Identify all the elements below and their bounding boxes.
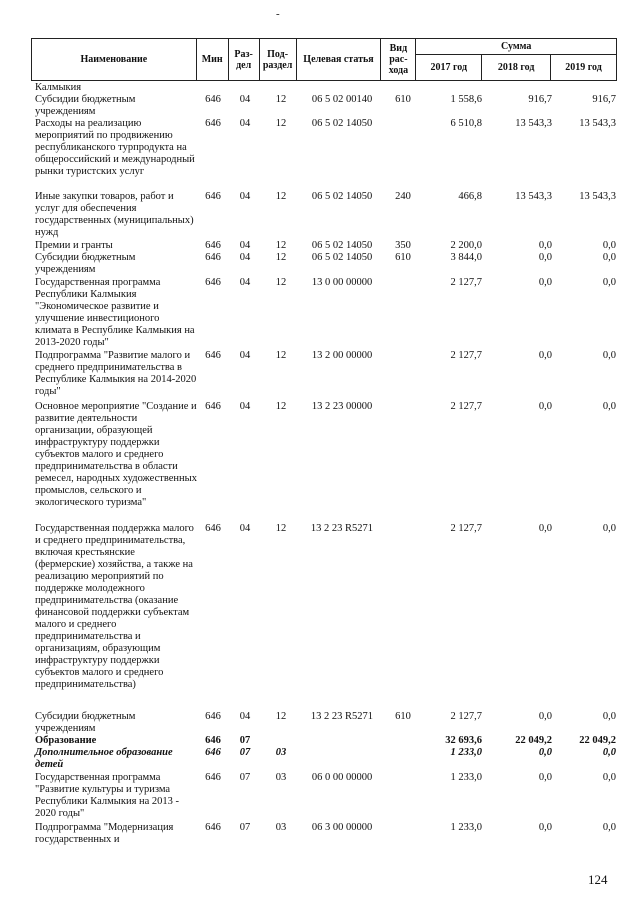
row-name: Основное мероприятие "Создание и развитие деятельности организации, образующей инфраструктуру поддержки субъектов малого и среднего предпринимательства в области ремесел, народных художественных промыслов, сельского и экологического туризма" bbox=[35, 401, 197, 508]
row-sum-2017: 1 558,6 bbox=[450, 94, 482, 105]
row-podrazdel: 12 bbox=[275, 252, 287, 263]
page-number: 124 bbox=[588, 872, 608, 887]
row-sum-2018: 0,0 bbox=[538, 523, 552, 534]
row-sum-2019: 13 543,3 bbox=[579, 118, 616, 129]
row-sum-2018: 22 049,2 bbox=[515, 735, 552, 746]
row-name: Государственная поддержка малого и среднего предпринимательства, включая крестьянские (фермерские) хозяйства, а также на реализацию мероприятий по поддержке молодежного предпринимательства (оказание финансовой поддержки субъектам малого и среднего предпринимательства и организациям, образующим инфраструктуру поддержки субъектов малого и среднего предпринимательства) bbox=[35, 523, 194, 690]
row-sum-2017: 2 200,0 bbox=[450, 240, 482, 251]
row-target: 13 2 23 R5271 bbox=[310, 711, 374, 722]
row-sum-2017: 2 127,7 bbox=[450, 277, 482, 288]
row-min: 646 bbox=[205, 735, 221, 746]
row-podrazdel: 12 bbox=[275, 711, 287, 722]
row-name: Дополнительное образование детей bbox=[35, 747, 173, 770]
row-razdel: 04 bbox=[239, 118, 251, 129]
row-target: 13 0 00 00000 bbox=[311, 277, 373, 288]
row-podrazdel: 03 bbox=[275, 747, 287, 758]
row-sum-2019: 0,0 bbox=[602, 523, 616, 534]
header-name: Наименование bbox=[32, 39, 197, 81]
row-razdel: 04 bbox=[239, 252, 251, 263]
row-sum-2019: 0,0 bbox=[602, 252, 616, 263]
row-razdel: 07 bbox=[239, 772, 251, 783]
row-min: 646 bbox=[205, 747, 221, 758]
row-razdel: 04 bbox=[239, 401, 251, 412]
row-sum-2018: 13 543,3 bbox=[515, 191, 552, 202]
row-vid: 610 bbox=[395, 252, 411, 263]
row-razdel: 04 bbox=[239, 711, 251, 722]
header-summa: Сумма bbox=[416, 39, 617, 55]
row-podrazdel: 03 bbox=[275, 822, 287, 833]
row-name: Подпрограмма "Модернизация государственных и bbox=[35, 822, 174, 845]
row-sum-2019: 0,0 bbox=[602, 350, 616, 361]
row-target: 13 2 00 00000 bbox=[311, 350, 373, 361]
row-sum-2017: 2 127,7 bbox=[450, 711, 482, 722]
row-razdel: 04 bbox=[239, 191, 251, 202]
row-sum-2018: 0,0 bbox=[538, 711, 552, 722]
header-target: Целевая статья bbox=[296, 39, 381, 81]
row-sum-2018: 0,0 bbox=[538, 822, 552, 833]
row-sum-2017: 1 233,0 bbox=[450, 822, 482, 833]
row-min: 646 bbox=[205, 191, 221, 202]
row-podrazdel: 12 bbox=[275, 523, 287, 534]
header-min: Мин bbox=[196, 39, 228, 81]
row-sum-2018: 0,0 bbox=[538, 772, 552, 783]
row-target: 06 0 00 00000 bbox=[311, 772, 373, 783]
row-sum-2018: 0,0 bbox=[538, 240, 552, 251]
row-sum-2017: 1 233,0 bbox=[450, 747, 482, 758]
row-min: 646 bbox=[205, 772, 221, 783]
row-sum-2019: 22 049,2 bbox=[579, 735, 616, 746]
header-razdel: Раз-дел bbox=[228, 39, 259, 81]
row-target: 06 5 02 14050 bbox=[311, 191, 373, 202]
row-podrazdel: 12 bbox=[275, 118, 287, 129]
row-min: 646 bbox=[205, 822, 221, 833]
row-razdel: 04 bbox=[239, 94, 251, 105]
row-name: Субсидии бюджетным учреждениям bbox=[35, 252, 136, 275]
header-year-2017: 2017 год bbox=[416, 55, 482, 81]
row-name: Государственная программа Республики Калмыкия "Экономическое развитие и улучшение инвестиционого климата в Республике Калмыкия на 2013-2020 годы" bbox=[35, 277, 195, 348]
row-min: 646 bbox=[205, 118, 221, 129]
row-sum-2019: 13 543,3 bbox=[579, 191, 616, 202]
row-name: Расходы на реализацию мероприятий по продвижению республиканского турпродукта на общероссийский и международный рынки туристских услуг bbox=[35, 118, 195, 177]
row-sum-2019: 916,7 bbox=[592, 94, 616, 105]
row-name: Субсидии бюджетным учреждениям bbox=[35, 711, 136, 734]
row-name: Государственная программа "Развитие культуры и туризма Республики Калмыкия на 2013 - 2020 годы" bbox=[35, 772, 180, 819]
row-razdel: 07 bbox=[239, 822, 251, 833]
row-sum-2019: 0,0 bbox=[602, 747, 616, 758]
row-name: Субсидии бюджетным учреждениям bbox=[35, 94, 136, 117]
row-sum-2017: 1 233,0 bbox=[450, 772, 482, 783]
row-podrazdel: 03 bbox=[275, 772, 287, 783]
row-name: Премии и гранты bbox=[35, 240, 113, 251]
row-sum-2017: 3 844,0 bbox=[450, 252, 482, 263]
row-sum-2017: 2 127,7 bbox=[450, 350, 482, 361]
row-sum-2017: 32 693,6 bbox=[445, 735, 482, 746]
row-sum-2018: 0,0 bbox=[538, 747, 552, 758]
row-target: 06 5 02 00140 bbox=[311, 94, 373, 105]
row-sum-2018: 0,0 bbox=[538, 401, 552, 412]
row-podrazdel: 12 bbox=[275, 401, 287, 412]
row-razdel: 07 bbox=[239, 735, 251, 746]
row-target: 13 2 23 R5271 bbox=[310, 523, 374, 534]
row-min: 646 bbox=[205, 401, 221, 412]
row-podrazdel: 12 bbox=[275, 277, 287, 288]
row-sum-2017: 2 127,7 bbox=[450, 401, 482, 412]
row-min: 646 bbox=[205, 94, 221, 105]
row-vid: 240 bbox=[395, 191, 411, 202]
row-target: 06 5 02 14050 bbox=[311, 252, 373, 263]
row-min: 646 bbox=[205, 252, 221, 263]
row-podrazdel: 12 bbox=[275, 191, 287, 202]
row-sum-2017: 2 127,7 bbox=[450, 523, 482, 534]
row-sum-2018: 916,7 bbox=[528, 94, 552, 105]
row-name: Образование bbox=[35, 735, 97, 746]
row-sum-2019: 0,0 bbox=[602, 711, 616, 722]
row-sum-2019: 0,0 bbox=[602, 772, 616, 783]
header-year-2019: 2019 год bbox=[551, 55, 617, 81]
header-podrazdel: Под-раздел bbox=[259, 39, 296, 81]
header-year-2018: 2018 год bbox=[482, 55, 551, 81]
row-min: 646 bbox=[205, 350, 221, 361]
row-sum-2019: 0,0 bbox=[602, 277, 616, 288]
row-sum-2019: 0,0 bbox=[602, 822, 616, 833]
row-podrazdel: 12 bbox=[275, 94, 287, 105]
row-target: 06 3 00 00000 bbox=[311, 822, 373, 833]
row-razdel: 04 bbox=[239, 350, 251, 361]
top-mark: - bbox=[276, 8, 280, 20]
row-name: Калмыкия bbox=[35, 82, 82, 93]
row-sum-2019: 0,0 bbox=[602, 240, 616, 251]
row-min: 646 bbox=[205, 277, 221, 288]
row-target: 06 5 02 14050 bbox=[311, 240, 373, 251]
row-razdel: 04 bbox=[239, 240, 251, 251]
row-name: Иные закупки товаров, работ и услуг для обеспечения государственных (муниципальных) нужд bbox=[35, 191, 194, 238]
row-vid: 610 bbox=[395, 94, 411, 105]
row-sum-2017: 466,8 bbox=[458, 191, 482, 202]
row-min: 646 bbox=[205, 711, 221, 722]
row-target: 13 2 23 00000 bbox=[311, 401, 373, 412]
row-sum-2018: 13 543,3 bbox=[515, 118, 552, 129]
row-podrazdel: 12 bbox=[275, 240, 287, 251]
row-razdel: 04 bbox=[239, 523, 251, 534]
row-min: 646 bbox=[205, 240, 221, 251]
row-sum-2018: 0,0 bbox=[538, 350, 552, 361]
row-name: Подпрограмма "Развитие малого и среднего предпринимательства в Республике Калмыкия на 2014-2020 годы" bbox=[35, 350, 197, 397]
row-sum-2018: 0,0 bbox=[538, 252, 552, 263]
row-razdel: 04 bbox=[239, 277, 251, 288]
row-sum-2017: 6 510,8 bbox=[450, 118, 482, 129]
row-target: 06 5 02 14050 bbox=[311, 118, 373, 129]
row-razdel: 07 bbox=[239, 747, 251, 758]
row-podrazdel: 12 bbox=[275, 350, 287, 361]
row-vid: 350 bbox=[395, 240, 411, 251]
row-sum-2019: 0,0 bbox=[602, 401, 616, 412]
row-vid: 610 bbox=[395, 711, 411, 722]
row-sum-2018: 0,0 bbox=[538, 277, 552, 288]
header-vid: Вид рас-хода bbox=[381, 39, 416, 81]
row-min: 646 bbox=[205, 523, 221, 534]
